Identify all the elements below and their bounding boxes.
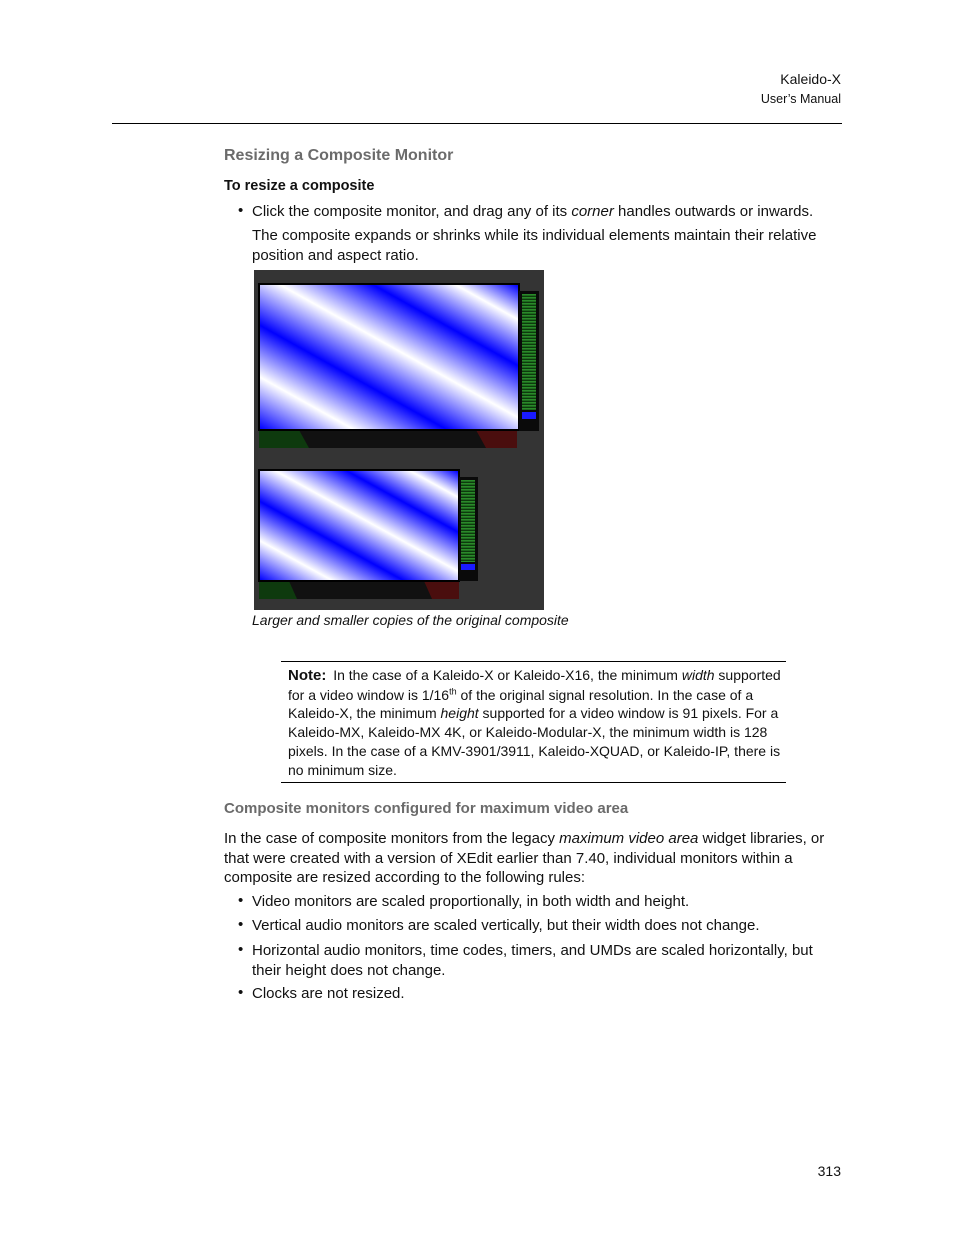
- subsection-heading: Composite monitors configured for maximum video area: [224, 800, 629, 817]
- header-divider: [112, 123, 842, 124]
- note-label: Note:: [288, 667, 327, 684]
- step-1-result: The composite expands or shrinks while its individual elements maintain their relative position and aspect ratio.: [252, 227, 817, 264]
- figure-caption: Larger and smaller copies of the original composite: [252, 612, 569, 628]
- composite-illustration: [254, 270, 544, 610]
- page-number: 313: [817, 1163, 841, 1179]
- bullet-marker: •: [238, 892, 244, 909]
- bullet-marker: •: [238, 916, 244, 933]
- header-manual-name: User’s Manual: [760, 92, 841, 106]
- large-composite-copy: [258, 283, 539, 448]
- bullet-marker: •: [238, 202, 244, 219]
- small-composite-copy: [258, 469, 478, 599]
- note-box: [281, 661, 786, 783]
- rule-item: Clocks are not resized.: [252, 985, 405, 1002]
- procedure-heading: To resize a composite: [224, 178, 375, 194]
- rule-item: Vertical audio monitors are scaled vertically, but their width does not change.: [252, 917, 760, 934]
- step-1-text: Click the composite monitor, and drag any of its corner handles outwards or inwards.: [252, 203, 814, 220]
- header-product-name: Kaleido-X: [780, 71, 841, 87]
- bullet-marker: •: [238, 941, 244, 958]
- note-text: Note: In the case of a Kaleido-X or Kaleido-X16, the minimum width supported for a video window is 1/16th of the original signal resolution. In the case of a Kaleido-X, the minimum height supported for a video window is 91 pixels. For a Kaleido-MX, Kaleido-MX 4K, or Kaleido-Modular-X, the minimum width is 128 pixels. In the case of a KMV-3901/3911, Kaleido-XQUAD, or Kaleido-IP, there is no minimum size.: [288, 667, 781, 778]
- section-heading: Resizing a Composite Monitor: [224, 147, 454, 164]
- subsection-intro: In the case of composite monitors from the legacy maximum video area widget libraries, or that were created with a version of XEdit earlier than 7.40, individual monitors within a composite are resized according to the following rules:: [224, 830, 825, 886]
- rule-item: Horizontal audio monitors, time codes, timers, and UMDs are scaled horizontally, but their height does not change.: [252, 942, 813, 979]
- composite-figure: [254, 270, 544, 610]
- bullet-marker: •: [238, 984, 244, 1001]
- rule-item: Video monitors are scaled proportionally, in both width and height.: [252, 893, 690, 910]
